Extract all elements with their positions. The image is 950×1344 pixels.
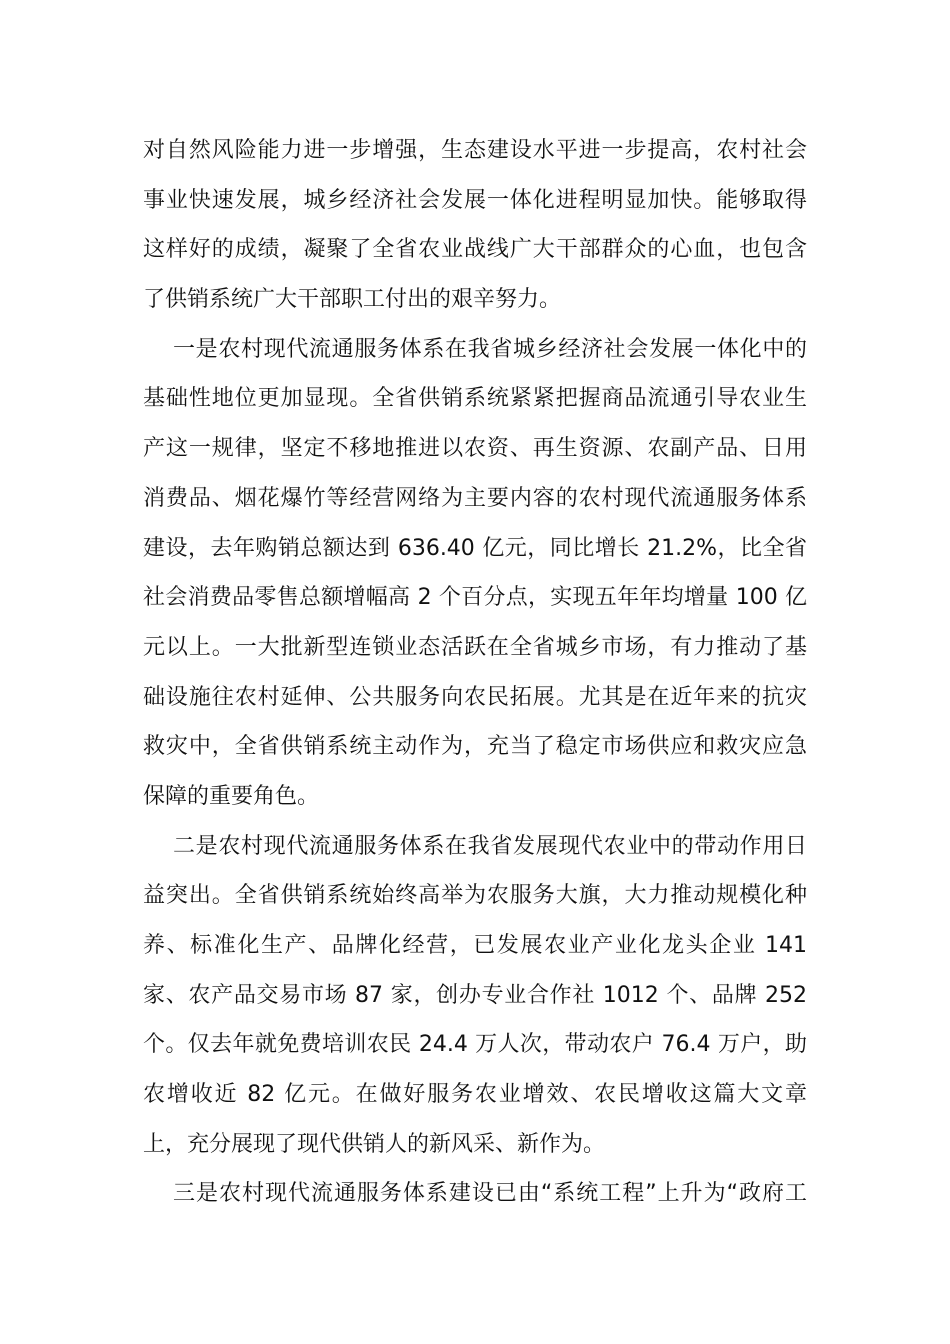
text-line: 这样好的成绩，凝聚了全省农业战线广大干部群众的心血，也包含 bbox=[143, 237, 807, 263]
text-line: 建设，去年购销总额达到 636.40 亿元，同比增长 21.2%，比全省 bbox=[143, 535, 807, 561]
text-line: 一是农村现代流通服务体系在我省城乡经济社会发展一体化中的 bbox=[173, 336, 807, 362]
text-line: 保障的重要角色。 bbox=[143, 783, 320, 809]
text-line: 救灾中，全省供销系统主动作为，充当了稳定市场供应和救灾应急 bbox=[143, 734, 807, 760]
text-line: 家、农产品交易市场 87 家，创办专业合作社 1012 个、品牌 252 bbox=[143, 982, 807, 1008]
text-line: 消费品、烟花爆竹等经营网络为主要内容的农村现代流通服务体系 bbox=[143, 485, 807, 511]
text-line: 元以上。一大批新型连锁业态活跃在全省城乡市场，有力推动了基 bbox=[143, 634, 807, 660]
text-line: 养、标准化生产、品牌化经营，已发展农业产业化龙头企业 141 bbox=[143, 933, 807, 958]
text-line: 社会消费品零售总额增幅高 2 个百分点，实现五年年均增量 100 亿 bbox=[143, 585, 807, 611]
text-line: 益突出。全省供销系统始终高举为农服务大旗，大力推动规模化种 bbox=[143, 883, 807, 909]
paragraph bbox=[143, 325, 807, 822]
text-line: 了供销系统广大干部职工付出的艰辛努力。 bbox=[143, 287, 562, 313]
paragraph bbox=[143, 1169, 807, 1219]
text-line: 对自然风险能力进一步增强，生态建设水平进一步提高，农村社会 bbox=[143, 138, 807, 163]
text-line: 二是农村现代流通服务体系在我省发展现代农业中的带动作用日 bbox=[173, 833, 807, 859]
text-line: 产这一规律，坚定不移地推进以农资、再生资源、农副产品、日用 bbox=[143, 436, 807, 462]
text-line: 农增收近 82 亿元。在做好服务农业增效、农民增收这篇大文章 bbox=[143, 1082, 807, 1108]
text-line: 础设施往农村延伸、公共服务向农民拓展。尤其是在近年来的抗灾 bbox=[143, 684, 807, 710]
text-line: 上，充分展现了现代供销人的新风采、新作为。 bbox=[143, 1131, 606, 1157]
text-line: 个。仅去年就免费培训农民 24.4 万人次，带动农户 76.4 万户，助 bbox=[143, 1032, 807, 1058]
text-line: 基础性地位更加显现。全省供销系统紧紧把握商品流通引导农业生 bbox=[143, 386, 807, 412]
paragraph bbox=[143, 822, 807, 1170]
paragraph bbox=[143, 126, 807, 325]
document-body bbox=[143, 126, 807, 1219]
text-line: 事业快速发展，城乡经济社会发展一体化进程明显加快。能够取得 bbox=[143, 187, 807, 213]
text-line: 三是农村现代流通服务体系建设已由“系统工程”上升为“政府工 bbox=[173, 1181, 807, 1207]
